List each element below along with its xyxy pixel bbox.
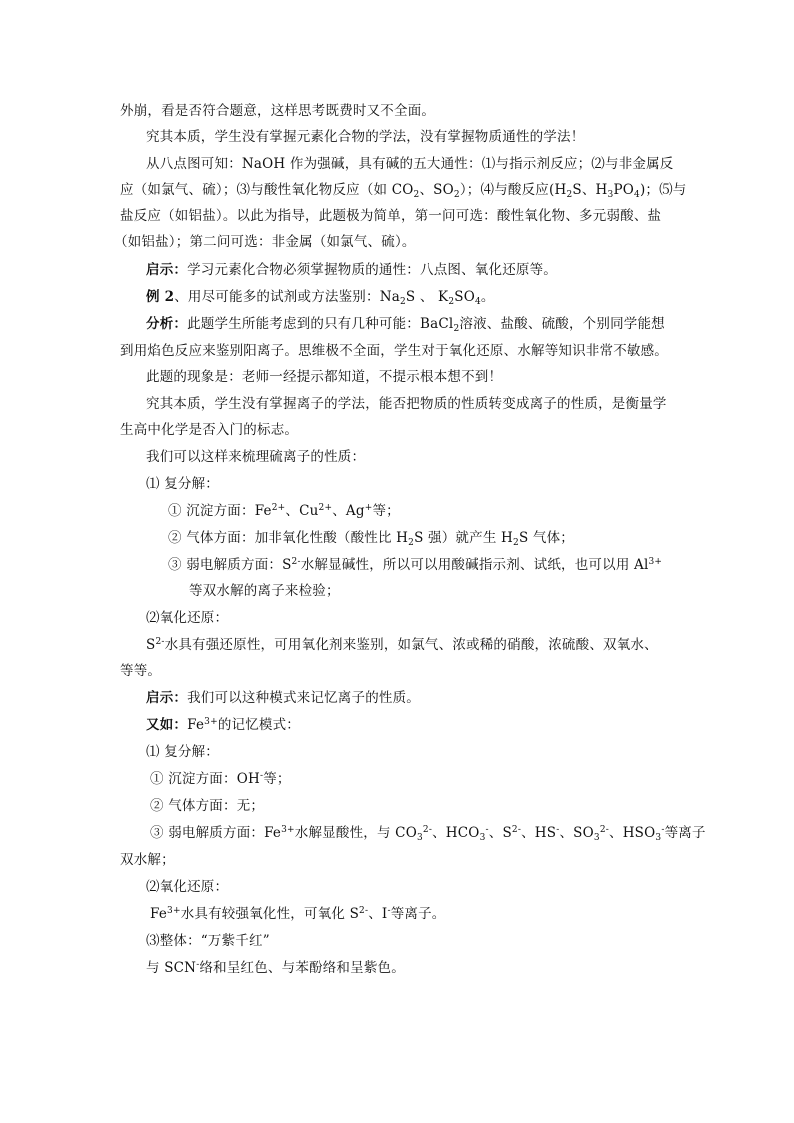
text-line: ② 气体方面：加非氧化性酸（酸性比 $H_2S$ 强）就产生 $H_2S$ 气体； [168,530,574,548]
text-line: 启示：学习元素化合物必须掌握物质的通性：八点图、氧化还原等。 [146,262,558,278]
text-line: ⑴ 复分解： [146,744,219,760]
text-line: ⑵氧化还原： [146,879,229,895]
text-line: 我们可以这样来梳理硫离子的性质： [146,449,366,465]
text-line: 生高中化学是否入门的标志。 [120,422,299,438]
text-line: 分析：此题学生所能考虑到的只有几种可能：BaCl$_2$溶液、盐酸、硫酸，个别同学能想 [146,316,665,334]
text-line: 盐反应（如铝盐）。以此为指导，此题极为简单，第一问可选：酸性氧化物、多元弱酸、盐 [120,208,662,224]
text-line: 应（如氯气、硫）；⑶与酸性氧化物反应（如 $CO_2$、$SO_2$）；⑷与酸反应($H_2S$、$H_3PO_4$)；⑸与 [120,182,687,200]
text-line: ③ 弱电解质方面：$S^{2-}$水解显碱性，所以可以用酸碱指示剂、试纸，也可以用 $Al^{3+}$ [168,557,663,573]
text-line: ③ 弱电解质方面：$Fe^{3+}$水解显酸性，与 $CO_3^{2-}$、$HCO_3^-$、$S^{2-}$、HS-、$SO_3^{2-}$、$HSO_3^-$等离子 [150,825,706,843]
text-line: 启示：我们可以这种模式来记忆离子的性质。 [146,690,421,706]
text-line: 例 2、用尽可能多的试剂或方法鉴别：$Na_2S$ 、 $K_2SO_4$。 [146,289,495,307]
text-line: ① 沉淀方面：$Fe^{2+}$、$Cu^{2+}$、Ag+等； [168,503,400,519]
text-line: 等双水解的离子来检验； [189,583,340,599]
text-line: 双水解； [120,852,175,868]
text-line: ① 沉淀方面：OH-等； [150,771,291,787]
text-line: 到用焰色反应来鉴别阳离子。思维极不全面，学生对于氧化还原、水解等知识非常不敏感。 [120,343,668,359]
text-line: 究其本质，学生没有掌握离子的学法，能否把物质的性质转变成离子的性质，是衡量学 [146,396,667,412]
example-label: 例 2 [146,289,175,305]
text-line: ⑵氧化还原： [146,610,229,626]
text-line: ⑴ 复分解： [146,476,219,492]
text-line: $Fe^{3+}$水具有较强氧化性，可氧化 $S^{2-}$、I-等离子。 [150,906,446,922]
text-line: 从八点图可知：NaOH 作为强碱，具有碱的五大通性：⑴与指示剂反应；⑵与非金属反 [146,156,674,172]
inspiration-label: 启示： [146,262,188,278]
text-line: ⑶整体：“万紫千红” [146,933,270,949]
text-line: $S^{2-}$水具有强还原性，可用氧化剂来鉴别，如氯气、浓或稀的硝酸，浓硫酸、双氧水、 [146,637,658,653]
analysis-label: 分析： [146,316,188,332]
text-line: 此题的现象是：老师一经提示都知道，不提示根本想不到！ [146,369,503,385]
text-line: 外崩，看是否符合题意，这样思考既费时又不全面。 [120,103,436,119]
inspiration-label: 启示： [146,690,188,706]
text-line: （如铝盐）；第二问可选：非金属（如氯气、硫）。 [114,234,416,250]
another-example-label: 又如： [146,717,188,733]
text-line: 与 SCN-络和呈红色、与苯酚络和呈紫色。 [146,960,405,976]
text-line: 究其本质，学生没有掌握元素化合物的学法，没有掌握物质通性的学法！ [146,129,585,145]
text-line: 等等。 [120,663,162,679]
text-line: 又如：$Fe^{3+}$的记忆模式： [146,717,301,733]
text-line: ② 气体方面：无； [150,798,265,814]
